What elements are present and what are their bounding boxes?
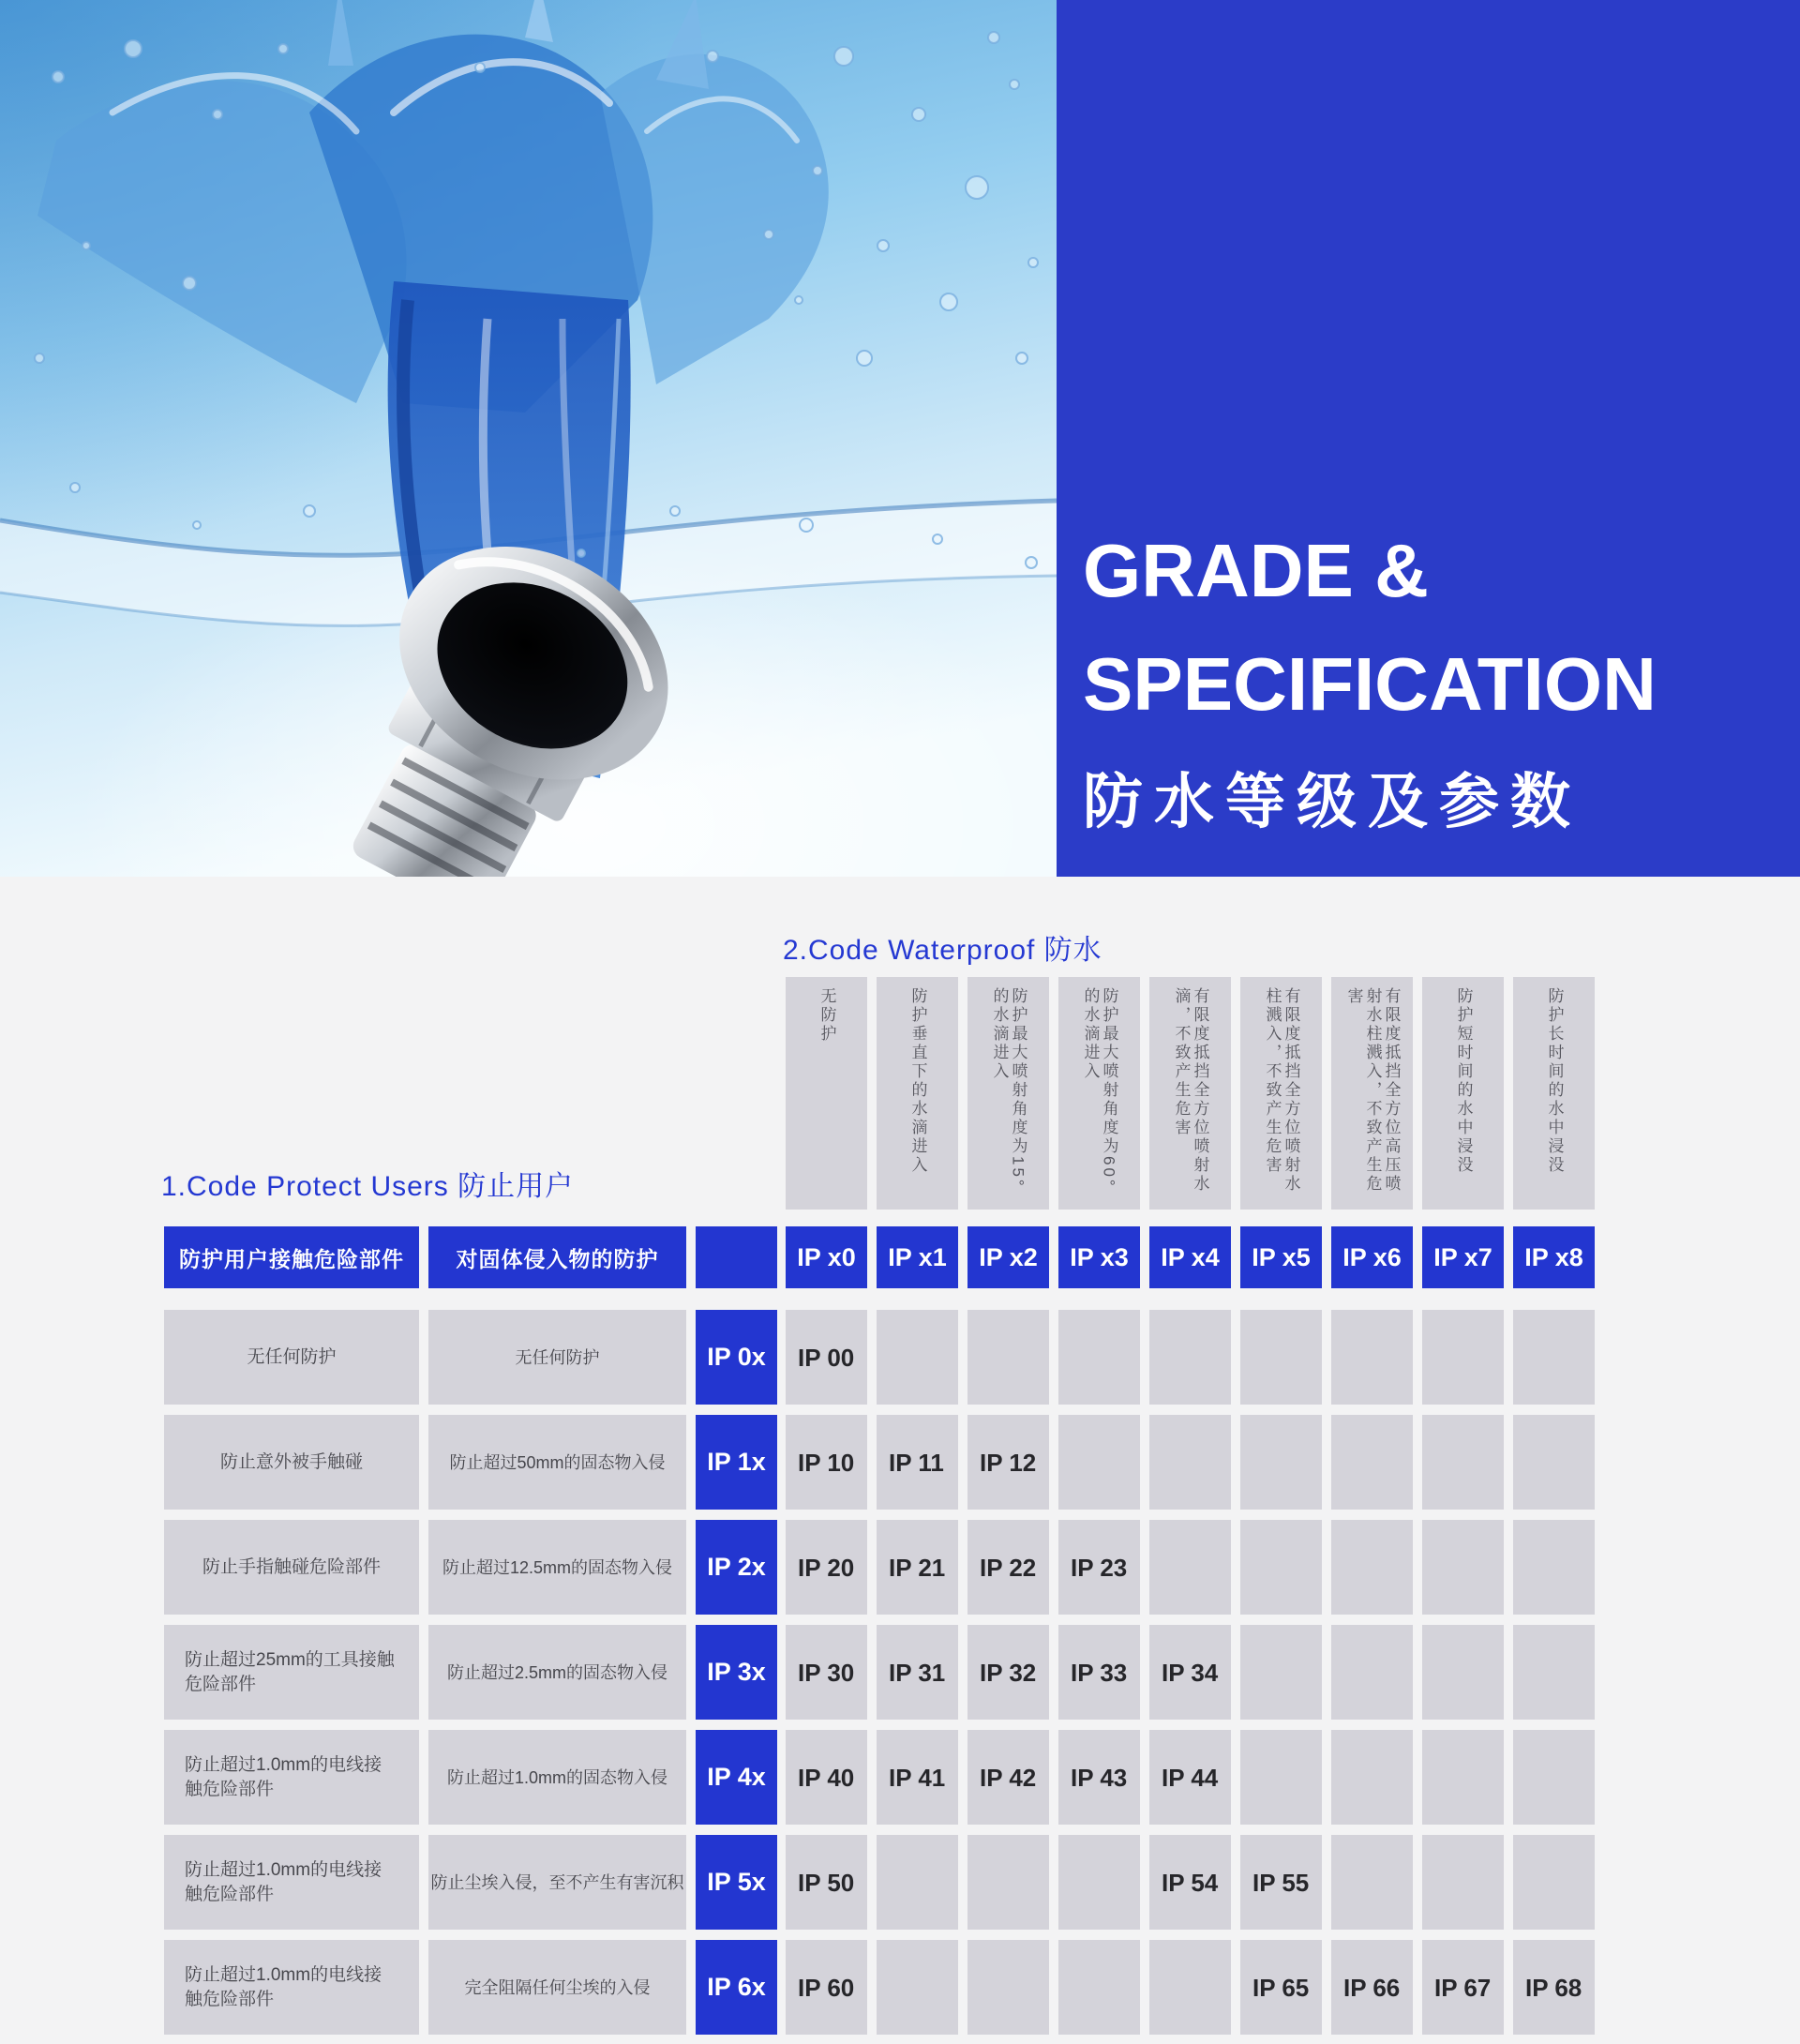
cell-empty-2-7 xyxy=(1422,1520,1504,1615)
cell-empty-3-8 xyxy=(1513,1625,1595,1720)
cell-empty-0-7 xyxy=(1422,1310,1504,1405)
cell-empty-6-1 xyxy=(877,1940,958,2035)
cell-empty-6-2 xyxy=(968,1940,1049,2035)
cell-empty-2-6 xyxy=(1331,1520,1413,1615)
waterproof-desc-text-7: 防护短时间的水中浸没 xyxy=(1454,987,1473,1175)
cell-ip65: IP 65 xyxy=(1240,1940,1322,2035)
cell-empty-4-7 xyxy=(1422,1730,1504,1825)
cell-empty-2-5 xyxy=(1240,1520,1322,1615)
waterproof-desc-cell-5 xyxy=(1240,977,1322,1210)
waterproof-desc-text-5: 有限度抵挡全方位喷射水柱溅入，不致产生危害 xyxy=(1263,987,1300,1194)
cell-rowcode-ip1x: IP 1x xyxy=(696,1415,777,1510)
cell-empty-1-6 xyxy=(1331,1415,1413,1510)
cell-ip20: IP 20 xyxy=(786,1520,867,1615)
cell-empty-4-5 xyxy=(1240,1730,1322,1825)
table-row-ip6x xyxy=(0,1940,1800,2035)
cell-ip23: IP 23 xyxy=(1058,1520,1140,1615)
cell-rowcode-ip5x: IP 5x xyxy=(696,1835,777,1930)
cell-solids-1: 防止超过50mm的固态物入侵 xyxy=(428,1415,686,1510)
cell-empty-3-6 xyxy=(1331,1625,1413,1720)
waterproof-desc-text-4: 有限度抵挡全方位喷射水滴，不致产生危害 xyxy=(1172,987,1209,1194)
header-code-ipx2: IP x2 xyxy=(968,1226,1049,1288)
waterproof-desc-text-6: 有限度抵挡全方位高压喷射水柱溅入，不致产生危害 xyxy=(1344,987,1401,1194)
waterproof-desc-cell-7 xyxy=(1422,977,1504,1210)
table-row-ip3x xyxy=(0,1625,1800,1720)
hero-title-line1: GRADE & xyxy=(1083,529,1429,612)
cell-empty-1-5 xyxy=(1240,1415,1322,1510)
waterproof-desc-text-3: 防护最大喷射角度为60°的水滴进入 xyxy=(1081,987,1118,1189)
header-code-ipx7: IP x7 xyxy=(1422,1226,1504,1288)
header-code-ipx1: IP x1 xyxy=(877,1226,958,1288)
cell-ip50: IP 50 xyxy=(786,1835,867,1930)
cell-ip32: IP 32 xyxy=(968,1625,1049,1720)
cell-empty-0-4 xyxy=(1149,1310,1231,1405)
cell-empty-4-6 xyxy=(1331,1730,1413,1825)
waterproof-desc-text-2: 防护最大喷射角度为15°的水滴进入 xyxy=(990,987,1028,1189)
cell-users-6: 防止超过1.0mm的电线接触危险部件 xyxy=(164,1940,419,2035)
cell-ip68: IP 68 xyxy=(1513,1940,1595,2035)
cell-ip66: IP 66 xyxy=(1331,1940,1413,2035)
hero-title-line2: SPECIFICATION xyxy=(1083,642,1657,726)
cell-empty-5-1 xyxy=(877,1835,958,1930)
cell-empty-5-6 xyxy=(1331,1835,1413,1930)
header-code-ipx6: IP x6 xyxy=(1331,1226,1413,1288)
cell-ip67: IP 67 xyxy=(1422,1940,1504,2035)
cell-empty-0-6 xyxy=(1331,1310,1413,1405)
table-row-ip2x xyxy=(0,1520,1800,1615)
waterproof-desc-text-8: 防护长时间的水中浸没 xyxy=(1545,987,1564,1175)
cell-ip21: IP 21 xyxy=(877,1520,958,1615)
cell-empty-2-4 xyxy=(1149,1520,1231,1615)
cell-ip00: IP 00 xyxy=(786,1310,867,1405)
protect-users-section-label: 1.Code Protect Users 防止用户 xyxy=(161,1171,575,1202)
water-splash-illustration xyxy=(0,0,1057,877)
waterproof-desc-cell-1 xyxy=(877,977,958,1210)
waterproof-desc-cell-0 xyxy=(786,977,867,1210)
cell-ip34: IP 34 xyxy=(1149,1625,1231,1720)
header-spacer xyxy=(696,1226,777,1288)
header-code-ipx0: IP x0 xyxy=(786,1226,867,1288)
cell-solids-6: 完全阻隔任何尘埃的入侵 xyxy=(428,1940,686,2035)
cell-empty-1-8 xyxy=(1513,1415,1595,1510)
header-code-ipx3: IP x3 xyxy=(1058,1226,1140,1288)
cell-solids-4: 防止超过1.0mm的固态物入侵 xyxy=(428,1730,686,1825)
waterproof-section-label: 2.Code Waterproof 防水 xyxy=(783,935,1102,966)
cell-rowcode-ip4x: IP 4x xyxy=(696,1730,777,1825)
waterproof-desc-cell-3 xyxy=(1058,977,1140,1210)
table-row-ip0x xyxy=(0,1310,1800,1405)
cell-ip42: IP 42 xyxy=(968,1730,1049,1825)
cell-empty-0-1 xyxy=(877,1310,958,1405)
cell-empty-5-7 xyxy=(1422,1835,1504,1930)
table-row-ip5x xyxy=(0,1835,1800,1930)
cell-ip43: IP 43 xyxy=(1058,1730,1140,1825)
cell-ip54: IP 54 xyxy=(1149,1835,1231,1930)
cell-users-3: 防止超过25mm的工具接触危险部件 xyxy=(164,1625,419,1720)
cell-empty-0-8 xyxy=(1513,1310,1595,1405)
cell-solids-2: 防止超过12.5mm的固态物入侵 xyxy=(428,1520,686,1615)
cell-empty-6-4 xyxy=(1149,1940,1231,2035)
cell-rowcode-ip2x: IP 2x xyxy=(696,1520,777,1615)
waterproof-desc-cell-4 xyxy=(1149,977,1231,1210)
cell-empty-3-5 xyxy=(1240,1625,1322,1720)
waterproof-desc-text-1: 防护垂直下的水滴进入 xyxy=(908,987,927,1175)
cell-empty-1-7 xyxy=(1422,1415,1504,1510)
header-users: 防护用户接触危险部件 xyxy=(164,1226,419,1288)
cell-ip44: IP 44 xyxy=(1149,1730,1231,1825)
cell-empty-0-2 xyxy=(968,1310,1049,1405)
cell-empty-5-3 xyxy=(1058,1835,1140,1930)
cell-ip31: IP 31 xyxy=(877,1625,958,1720)
cell-empty-5-8 xyxy=(1513,1835,1595,1930)
cell-empty-4-8 xyxy=(1513,1730,1595,1825)
cell-empty-3-7 xyxy=(1422,1625,1504,1720)
cell-ip30: IP 30 xyxy=(786,1625,867,1720)
cell-empty-5-2 xyxy=(968,1835,1049,1930)
cell-ip22: IP 22 xyxy=(968,1520,1049,1615)
header-code-ipx4: IP x4 xyxy=(1149,1226,1231,1288)
cell-users-0: 无任何防护 xyxy=(164,1310,419,1405)
cell-solids-5: 防止尘埃入侵，至不产生有害沉积 xyxy=(428,1835,686,1930)
cell-ip10: IP 10 xyxy=(786,1415,867,1510)
waterproof-desc-cell-8 xyxy=(1513,977,1595,1210)
cell-ip12: IP 12 xyxy=(968,1415,1049,1510)
cell-ip40: IP 40 xyxy=(786,1730,867,1825)
cell-users-1: 防止意外被手触碰 xyxy=(164,1415,419,1510)
table-row-ip1x xyxy=(0,1415,1800,1510)
waterproof-desc-cell-6 xyxy=(1331,977,1413,1210)
cell-users-5: 防止超过1.0mm的电线接触危险部件 xyxy=(164,1835,419,1930)
cell-users-2: 防止手指触碰危险部件 xyxy=(164,1520,419,1615)
cell-ip41: IP 41 xyxy=(877,1730,958,1825)
cell-rowcode-ip6x: IP 6x xyxy=(696,1940,777,2035)
cell-ip11: IP 11 xyxy=(877,1415,958,1510)
cell-empty-1-4 xyxy=(1149,1415,1231,1510)
cell-empty-6-3 xyxy=(1058,1940,1140,2035)
header-code-ipx5: IP x5 xyxy=(1240,1226,1322,1288)
waterproof-desc-text-0: 无防护 xyxy=(818,987,836,1044)
cell-empty-2-8 xyxy=(1513,1520,1595,1615)
cell-solids-3: 防止超过2.5mm的固态物入侵 xyxy=(428,1625,686,1720)
hero-titles xyxy=(1083,514,1657,840)
cell-rowcode-ip0x: IP 0x xyxy=(696,1310,777,1405)
hero-subtitle: 防水等级及参数 xyxy=(1083,768,1582,835)
cell-solids-0: 无任何防护 xyxy=(428,1310,686,1405)
header-solids: 对固体侵入物的防护 xyxy=(428,1226,686,1288)
header-code-ipx8: IP x8 xyxy=(1513,1226,1595,1288)
cell-ip60: IP 60 xyxy=(786,1940,867,2035)
hero-photo-water-splash xyxy=(0,0,1057,877)
hero-title-block xyxy=(1057,0,1800,877)
cell-empty-0-3 xyxy=(1058,1310,1140,1405)
cell-empty-0-5 xyxy=(1240,1310,1322,1405)
cell-rowcode-ip3x: IP 3x xyxy=(696,1625,777,1720)
cell-ip55: IP 55 xyxy=(1240,1835,1322,1930)
cell-users-4: 防止超过1.0mm的电线接触危险部件 xyxy=(164,1730,419,1825)
waterproof-desc-cell-2 xyxy=(968,977,1049,1210)
table-row-ip4x xyxy=(0,1730,1800,1825)
cell-empty-1-3 xyxy=(1058,1415,1140,1510)
cell-ip33: IP 33 xyxy=(1058,1625,1140,1720)
